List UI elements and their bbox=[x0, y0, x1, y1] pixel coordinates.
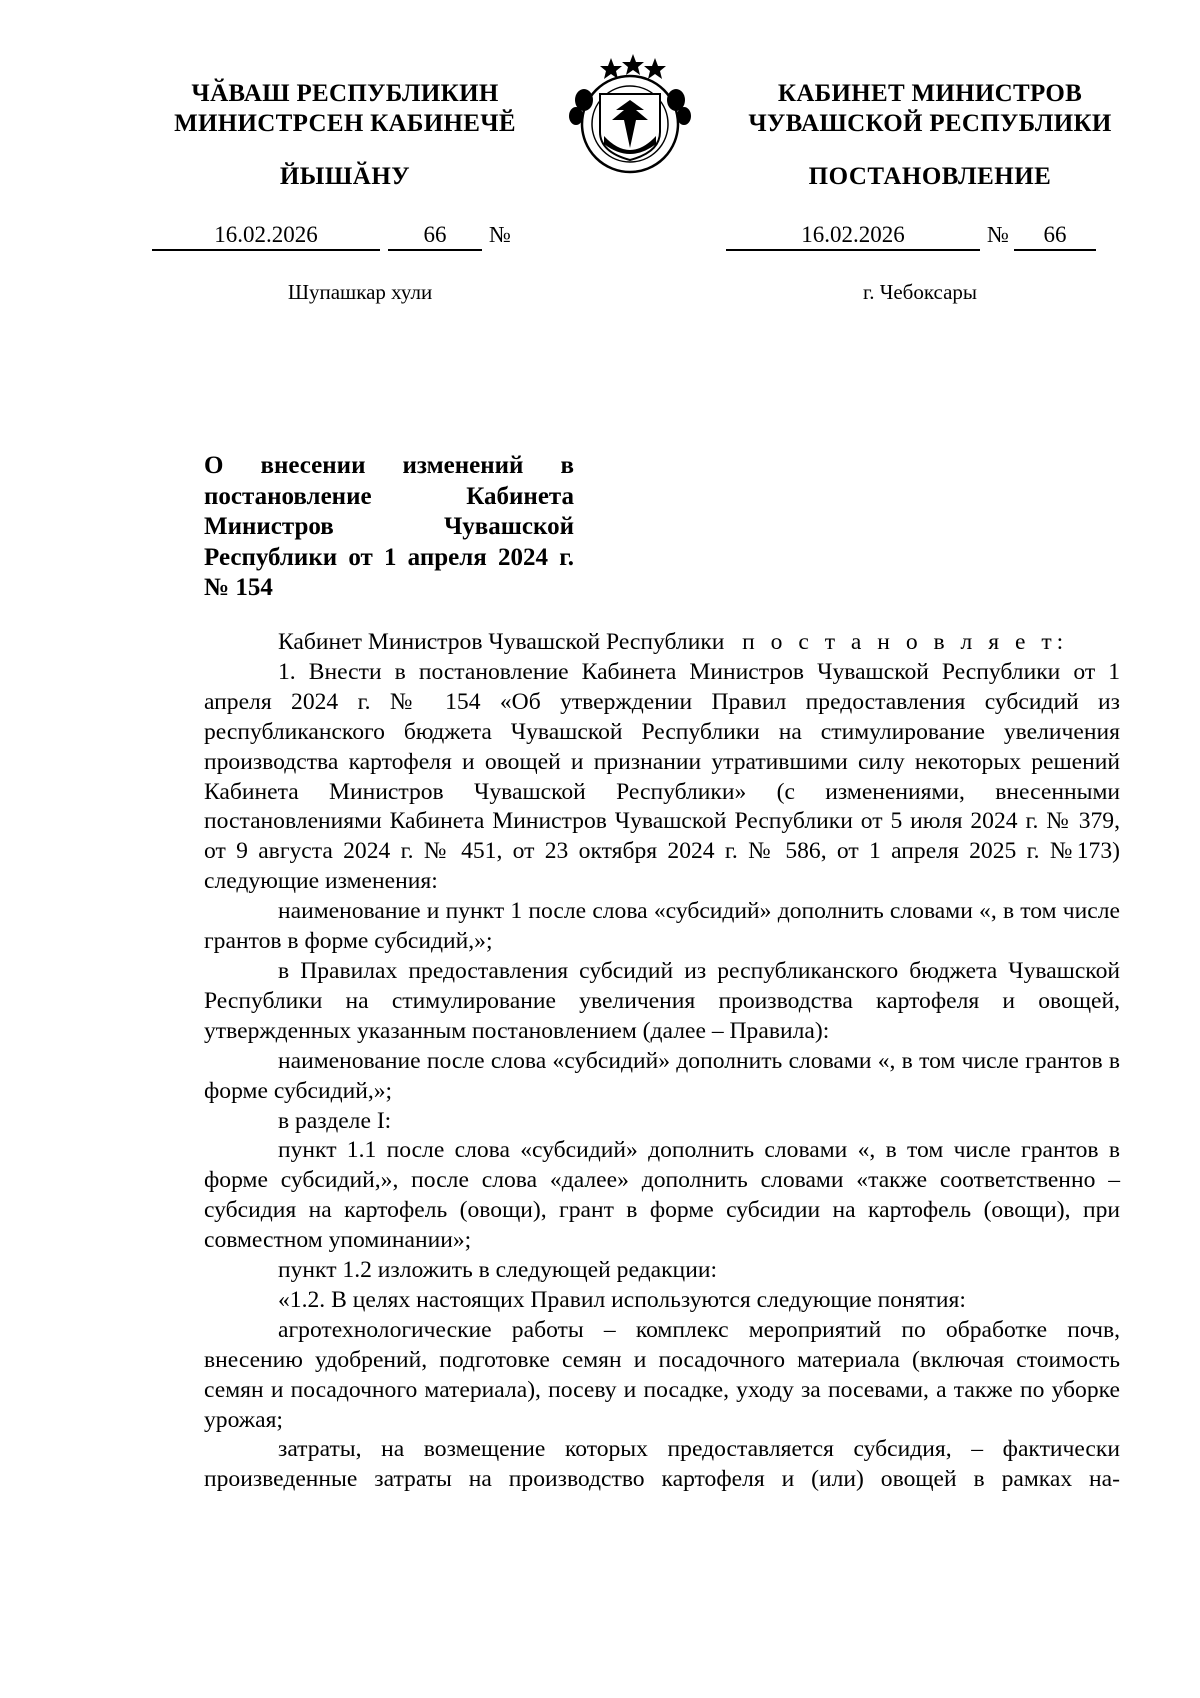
right-doc-type: ПОСТАНОВЛЕНИЕ bbox=[808, 163, 1052, 190]
right-number: 66 bbox=[1043, 222, 1067, 247]
body-paragraph: агротехнологические работы – комплекс мероприятий по обработке почв, внесению удобрений, подготовке семян и посадочного материала (включая стоимость семян и посадочного материала), посеву и посадке, уходу за посевами, а также по уборке урожая; bbox=[204, 1316, 1120, 1433]
body-paragraph: в Правилах предоставления субсидий из республиканского бюджета Чувашской Республики на стимулирование увеличения производства картофеля и овощей, утвержденных указанным постановлением (далее – Правила): bbox=[204, 957, 1120, 1044]
left-number: 66 bbox=[423, 222, 447, 247]
body-paragraph: в разделе I: bbox=[278, 1107, 392, 1134]
document-body bbox=[204, 628, 1120, 1495]
left-place: Шупашкар хули bbox=[287, 280, 433, 304]
chuvash-coat-of-arms-icon bbox=[560, 52, 700, 176]
left-date-number-row bbox=[152, 221, 562, 255]
right-date: 16.02.2026 bbox=[801, 222, 905, 247]
left-authority-line-2: МИНИСТРСЕН КАБИНЕЧӖ bbox=[174, 110, 516, 137]
right-authority-title bbox=[720, 79, 1140, 139]
body-paragraph: пункт 1.1 после слова «субсидий» дополнить словами «, в том числе грантов в форме субсидий,», после слова «далее» дополнить словами «также соответственно – субсидия на картофель (овощи), грант в форме субсидии на картофель (овощи), при совместном упоминании»; bbox=[204, 1137, 1120, 1254]
intro-verb: п о с т а н о в л я е т: bbox=[742, 629, 1069, 655]
right-date-number-row bbox=[726, 221, 1146, 255]
left-authority-line-1: ЧӐВАШ РЕСПУБЛИКИН bbox=[191, 80, 499, 107]
body-paragraph: наименование после слова «субсидий» дополнить словами «, в том числе грантов в форме субсидий,»; bbox=[204, 1047, 1120, 1104]
left-authority-title bbox=[150, 79, 540, 139]
body-paragraph: «1.2. В целях настоящих Правил используются следующие понятия: bbox=[278, 1286, 966, 1313]
right-authority-line-1: КАБИНЕТ МИНИСТРОВ bbox=[777, 80, 1083, 107]
left-doc-type: ЙЫШӐНУ bbox=[279, 163, 411, 190]
body-paragraph: затраты, на возмещение которых предоставляется субсидия, – фактически произведенные затраты на производство картофеля и (или) овощей в рамках на- bbox=[204, 1436, 1120, 1493]
intro-text: Кабинет Министров Чувашской Республики bbox=[278, 629, 725, 655]
body-paragraph: наименование и пункт 1 после слова «субсидий» дополнить словами «, в том числе грантов в форме субсидий,»; bbox=[204, 898, 1120, 955]
body-paragraph: пункт 1.2 изложить в следующей редакции: bbox=[278, 1257, 717, 1284]
body-paragraph: 1. Внести в постановление Кабинета Министров Чувашской Республики от 1 апреля 2024 г. № 154 «Об утверждении Правил предоставления субсидий из республиканского бюджета Чувашской Республики на стимулирование увеличения производства картофеля и овощей и признании утратившими силу некоторых решений Кабинета Министров Чувашской Республики» (с изменениями, внесенными постановлениями Кабинета Министров Чувашской Республики от 5 июля 2024 г. № 379, от 9 августа 2024 г. № 451, от 23 октября 2024 г. № 586, от 1 апреля 2025 г. №173) следующие изменения: bbox=[204, 658, 1120, 895]
right-place: г. Чебоксары bbox=[862, 280, 978, 304]
left-date: 16.02.2026 bbox=[214, 222, 318, 247]
document-subject: О внесении изменений в постановление Кабинета Министров Чувашской Республики от 1 апреля 2024 г. № 154 bbox=[204, 452, 574, 601]
left-number-sign: № bbox=[489, 222, 511, 247]
right-number-sign: № bbox=[987, 222, 1009, 247]
intro-paragraph bbox=[204, 628, 1120, 658]
right-authority-line-2: ЧУВАШСКОЙ РЕСПУБЛИКИ bbox=[748, 110, 1112, 137]
